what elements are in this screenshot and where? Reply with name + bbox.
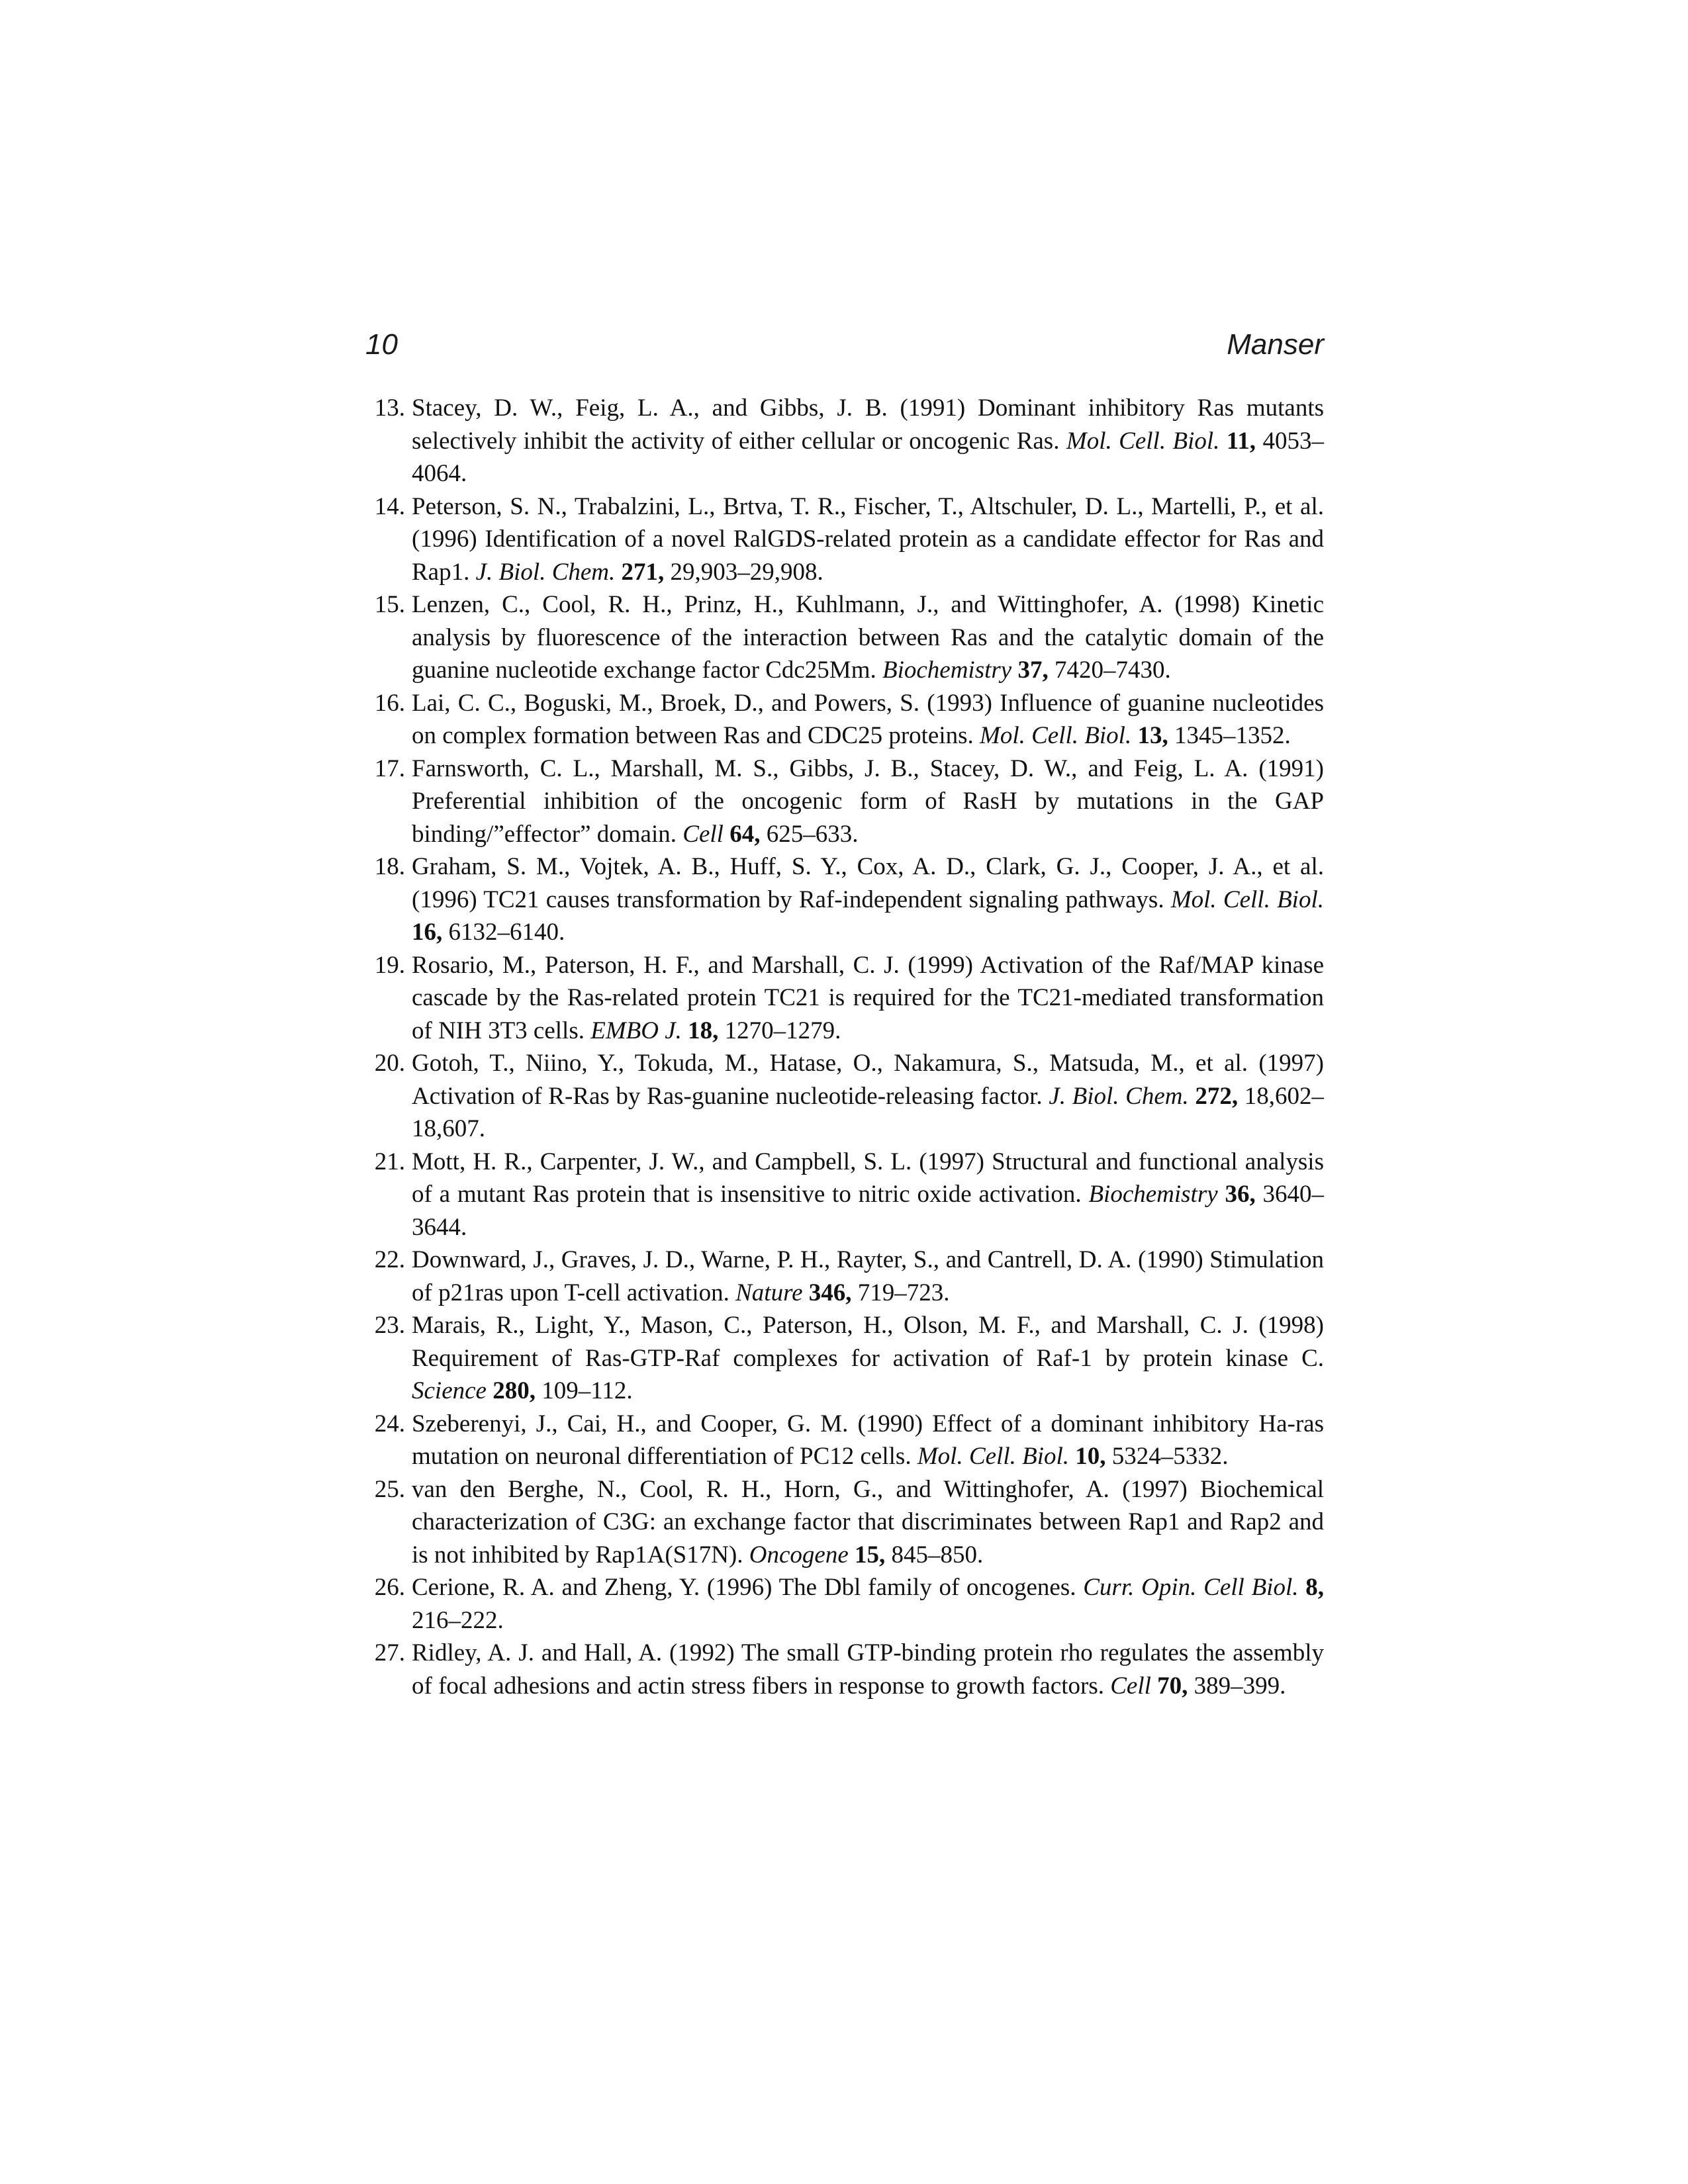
reference-citation: Downward, J., Graves, J. D., Warne, P. H., Rayter, S., and Cantrell, D. A. (1990) Stimulation of p21ras upon T-cell activation. <box>412 1246 1324 1306</box>
reference-text <box>412 394 1324 487</box>
page-range: 5324–5332. <box>1105 1443 1229 1470</box>
page-range: 7420–7430. <box>1048 657 1171 684</box>
journal-name: Mol. Cell. Biol. <box>917 1443 1070 1470</box>
reference-number: 24. <box>374 1410 405 1437</box>
reference-citation: Gotoh, T., Niino, Y., Tokuda, M., Hatase, O., Nakamura, S., Matsuda, M., et al. (1997) Activation of R-Ras by Ras-guanine nucleotide-releasing factor. <box>412 1050 1324 1110</box>
journal-name: J. Biol. Chem. <box>475 558 616 586</box>
volume-number: 11, <box>1226 427 1256 455</box>
reference-text <box>412 1148 1324 1241</box>
reference-text <box>412 755 1324 848</box>
reference-citation: Rosario, M., Paterson, H. F., and Marshall, C. J. (1999) Activation of the Raf/MAP kinase cascade by the Ras-related protein TC21 is required for the TC21-mediated transformation of NIH 3T3 cells. <box>412 951 1324 1044</box>
reference-text <box>412 1410 1324 1471</box>
reference-26 <box>365 1571 1324 1637</box>
volume-number: 15, <box>855 1541 886 1569</box>
page-number: 10 <box>365 328 398 361</box>
page-range: 389–399. <box>1188 1672 1286 1700</box>
reference-text <box>412 853 1324 946</box>
reference-number: 21. <box>374 1148 405 1175</box>
journal-name: Biochemistry <box>1088 1181 1218 1208</box>
reference-number: 18. <box>374 853 405 880</box>
reference-number: 20. <box>374 1050 405 1077</box>
page-range: 216–222. <box>412 1606 504 1634</box>
journal-name: Nature <box>735 1279 803 1306</box>
reference-text <box>412 1050 1324 1142</box>
reference-22 <box>365 1244 1324 1309</box>
reference-text <box>412 1312 1324 1404</box>
page-range: 109–112. <box>535 1377 633 1404</box>
reference-number: 26. <box>374 1574 405 1601</box>
running-head-author: Manser <box>1227 328 1324 361</box>
page-range: 18,602–18,607. <box>412 1082 1325 1142</box>
volume-number: 8, <box>1305 1574 1325 1601</box>
reference-text <box>412 591 1324 684</box>
reference-number: 16. <box>374 689 405 717</box>
journal-name: Mol. Cell. Biol. <box>980 722 1132 749</box>
journal-name: Biochemistry <box>882 657 1012 684</box>
reference-number: 27. <box>374 1639 405 1666</box>
reference-24 <box>365 1408 1324 1473</box>
reference-14 <box>365 490 1324 589</box>
volume-number: 13, <box>1137 722 1168 749</box>
reference-citation: Peterson, S. N., Trabalzini, L., Brtva, T. R., Fischer, T., Altschuler, D. L., Martelli, P., et al. (1996) Identification of a novel RalGDS-related protein as a candidate effector for Ras and Rap1. <box>412 492 1324 586</box>
journal-name: J. Biol. Chem. <box>1049 1082 1189 1110</box>
page-range: 6132–6140. <box>442 919 565 946</box>
page-range: 4053–4064. <box>412 427 1324 487</box>
reference-number: 19. <box>374 951 405 979</box>
page-range: 29,903–29,908. <box>664 558 823 586</box>
page-range: 719–723. <box>851 1279 950 1306</box>
reference-16 <box>365 687 1324 752</box>
reference-text <box>412 690 1324 750</box>
reference-number: 13. <box>374 394 405 422</box>
reference-text <box>412 1476 1324 1569</box>
reference-27 <box>365 1637 1324 1702</box>
reference-list <box>365 392 1324 1702</box>
journal-name: Science <box>412 1377 487 1404</box>
journal-name: Oncogene <box>749 1541 849 1569</box>
reference-citation: Stacey, D. W., Feig, L. A., and Gibbs, J. B. (1991) Dominant inhibitory Ras mutants selectively inhibit the activity of either cellular or oncogenic Ras. <box>412 394 1324 455</box>
reference-citation: Szeberenyi, J., Cai, H., and Cooper, G. M. (1990) Effect of a dominant inhibitory Ha-ras mutation on neuronal differentiation of PC12 cells. <box>412 1410 1324 1470</box>
reference-citation: Marais, R., Light, Y., Mason, C., Paterson, H., Olson, M. F., and Marshall, C. J. (1998) Requirement of Ras-GTP-Raf complexes for activation of Raf-1 by protein kinase C. <box>412 1312 1324 1372</box>
reference-citation: Graham, S. M., Vojtek, A. B., Huff, S. Y., Cox, A. D., Clark, G. J., Cooper, J. A., et al. (1996) TC21 causes transformation by Raf-independent signaling pathways. <box>412 853 1324 913</box>
journal-name: Mol. Cell. Biol. <box>1170 886 1324 913</box>
reference-text <box>412 1639 1324 1700</box>
volume-number: 16, <box>412 919 443 946</box>
reference-citation: Mott, H. R., Carpenter, J. W., and Campbell, S. L. (1997) Structural and functional analysis of a mutant Ras protein that is insensitive to nitric oxide activation. <box>412 1148 1324 1208</box>
volume-number: 272, <box>1195 1082 1239 1110</box>
volume-number: 271, <box>621 558 665 586</box>
page-range: 1270–1279. <box>718 1017 841 1044</box>
reference-citation: Lenzen, C., Cool, R. H., Prinz, H., Kuhlmann, J., and Wittinghofer, A. (1998) Kinetic analysis by fluorescence of the interaction between Ras and the catalytic domain of the guanine nucleotide exchange factor Cdc25Mm. <box>412 591 1324 684</box>
reference-number: 15. <box>374 591 405 618</box>
page-range: 845–850. <box>885 1541 984 1569</box>
journal-name: Curr. Opin. Cell Biol. <box>1083 1574 1299 1601</box>
reference-19 <box>365 949 1324 1048</box>
reference-text <box>412 952 1324 1044</box>
reference-number: 25. <box>374 1475 405 1503</box>
page-range: 1345–1352. <box>1168 722 1291 749</box>
volume-number: 10, <box>1075 1443 1106 1470</box>
reference-citation: van den Berghe, N., Cool, R. H., Horn, G., and Wittinghofer, A. (1997) Biochemical characterization of C3G: an exchange factor that discriminates between Rap1 and Rap2 and is not inhibited by Rap1A(S17N). <box>412 1475 1324 1569</box>
reference-citation: Lai, C. C., Boguski, M., Broek, D., and Powers, S. (1993) Influence of guanine nucleotides on complex formation between Ras and CDC25 proteins. <box>412 689 1324 749</box>
journal-name: EMBO J. <box>590 1017 682 1044</box>
reference-citation: Ridley, A. J. and Hall, A. (1992) The small GTP-binding protein rho regulates the assembly of focal adhesions and actin stress fibers in response to growth factors. <box>412 1639 1324 1700</box>
reference-17 <box>365 752 1324 851</box>
reference-number: 17. <box>374 754 405 782</box>
reference-text <box>412 493 1324 586</box>
reference-number: 23. <box>374 1312 405 1339</box>
reference-25 <box>365 1473 1324 1572</box>
journal-name: Mol. Cell. Biol. <box>1066 427 1220 455</box>
reference-20 <box>365 1047 1324 1146</box>
volume-number: 36, <box>1225 1181 1256 1208</box>
reference-text <box>412 1574 1324 1634</box>
reference-13 <box>365 392 1324 490</box>
reference-citation: Farnsworth, C. L., Marshall, M. S., Gibbs, J. B., Stacey, D. W., and Feig, L. A. (1991) Preferential inhibition of the oncogenic form of RasH by mutations in the GAP binding/”effector” domain. <box>412 754 1324 848</box>
volume-number: 346, <box>808 1279 852 1306</box>
reference-number: 14. <box>374 492 405 520</box>
reference-text <box>412 1246 1324 1306</box>
reference-21 <box>365 1146 1324 1244</box>
reference-number: 22. <box>374 1246 405 1273</box>
journal-name: Cell <box>1110 1672 1151 1700</box>
volume-number: 37, <box>1017 657 1049 684</box>
volume-number: 64, <box>729 820 761 848</box>
reference-15 <box>365 588 1324 687</box>
volume-number: 280, <box>492 1377 536 1404</box>
journal-name: Cell <box>682 820 724 848</box>
page-range: 3640–3644. <box>412 1181 1325 1241</box>
page-range: 625–633. <box>760 820 859 848</box>
running-header <box>365 324 1324 365</box>
reference-23 <box>365 1309 1324 1408</box>
volume-number: 18, <box>688 1017 719 1044</box>
reference-18 <box>365 850 1324 949</box>
volume-number: 70, <box>1157 1672 1188 1700</box>
reference-citation: Cerione, R. A. and Zheng, Y. (1996) The Dbl family of oncogenes. <box>412 1574 1084 1601</box>
